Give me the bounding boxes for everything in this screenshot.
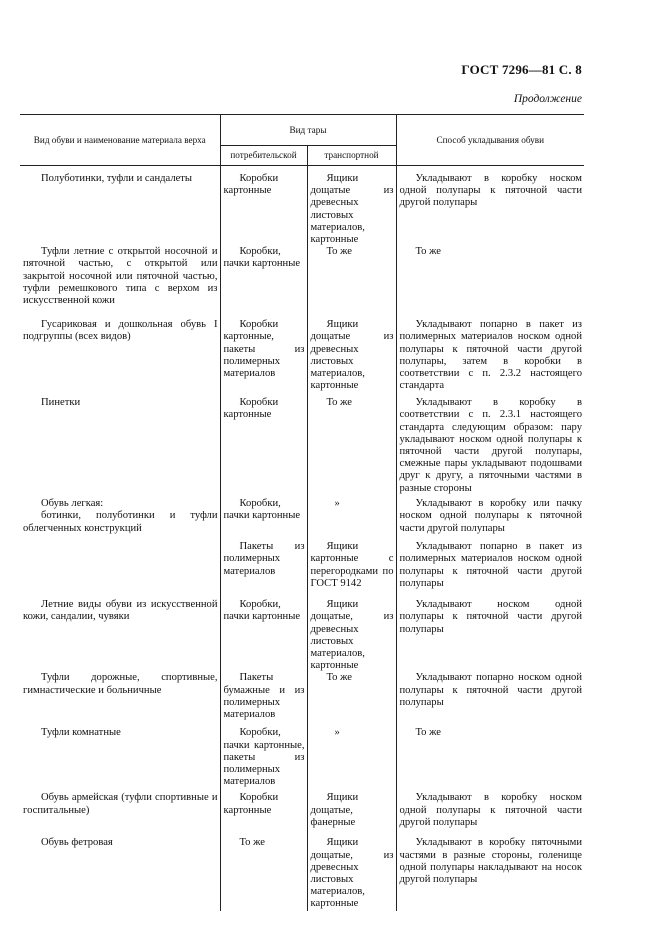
cell-consumer: То же	[220, 837, 307, 910]
header-kind: Вид обуви и наименование материала верха	[20, 115, 220, 166]
table-row	[20, 246, 584, 319]
table-row	[20, 792, 584, 837]
cell-transport: То же	[307, 397, 396, 498]
cell-method: Укладывают в коробку носком одной полупары к пяточной части другой полупары	[396, 792, 584, 837]
cell-transport: Ящики картонные с перегородками по ГОСТ 9142	[307, 541, 396, 599]
continuation-label: Продолжение	[513, 93, 582, 105]
cell-method: Укладывают попарно в пакет из полимерных материалов носком одной полупары к пяточной части другой полупары	[396, 541, 584, 599]
cell-consumer: Коробки, пачки картонные	[220, 599, 307, 672]
cell-consumer: Коробки картонные	[220, 166, 307, 247]
header-consumer: потребительской	[220, 146, 307, 166]
cell-transport: То же	[307, 246, 396, 319]
cell-kind: Обувь легкая: ботинки, полуботинки и туфли облегченных конструкций	[23, 498, 218, 534]
cell-consumer: Коробки, пачки картонные	[220, 246, 307, 319]
cell-method: То же	[396, 246, 584, 319]
header-method: Способ укладывания обуви	[396, 115, 584, 166]
page-header: ГОСТ 7296—81 С. 8	[461, 62, 582, 77]
cell-consumer: Коробки, пачки картонные, пакеты из полимерных материалов	[220, 727, 307, 792]
table-row	[20, 498, 584, 541]
header-transport: транспортной	[307, 146, 396, 166]
cell-transport: То же	[307, 672, 396, 727]
cell-kind: Обувь армейская (туфли спортивные и госпитальные)	[23, 792, 218, 816]
cell-method: Укладывают носком одной полупары к пяточной части другой полупары	[396, 599, 584, 672]
cell-method: То же	[396, 727, 584, 792]
cell-method: Укладывают в коробку пяточными частями в разные стороны, голенище одной полупары накладывают на носок другой полупары	[396, 837, 584, 910]
cell-transport: Ящики дощатые, из древесных листовых материалов, картонные	[307, 599, 396, 672]
table-row	[20, 727, 584, 792]
cell-consumer: Пакеты бумажные и из полимерных материалов	[220, 672, 307, 727]
cell-kind: Туфли летние с открытой носочной и пяточной частью, с открытой или закрытой носочной или пяточной частью, туфли ремешкового типа с верхом из искусственной кожи	[23, 246, 218, 307]
cell-transport: Ящики дощатые, из древесных листовых материалов, картонные	[307, 837, 396, 910]
cell-kind: Полуботинки, туфли и сандалеты	[41, 173, 193, 184]
cell-transport: »	[307, 498, 396, 541]
cell-method: Укладывают в коробку носком одной полупары к пяточной части другой полупары	[396, 166, 584, 247]
cell-kind: Гусариковая и дошкольная обувь I подгруппы (всех видов)	[23, 319, 218, 343]
cell-transport: »	[307, 727, 396, 792]
packing-table	[20, 114, 584, 911]
cell-consumer: Коробки картонные	[220, 792, 307, 837]
header-package-group: Вид тары	[220, 115, 396, 146]
cell-method: Укладывают попарно носком одной полупары к пяточной части другой полупары	[396, 672, 584, 727]
cell-consumer: Пакеты из полимерных материалов	[220, 541, 307, 599]
cell-kind: Обувь фетровая	[41, 837, 113, 849]
table-row	[20, 837, 584, 910]
cell-kind: Туфли дорожные, спортивные, гимнастические и больничные	[23, 672, 218, 696]
kind-title: Обувь легкая:	[41, 498, 104, 510]
cell-kind: Пинетки	[41, 397, 81, 409]
cell-kind: Летние виды обуви из искусственной кожи, сандалии, чувяки	[23, 599, 218, 623]
table-row	[20, 541, 584, 599]
table-row	[20, 166, 584, 247]
cell-transport: Ящики дощатые, фанерные	[307, 792, 396, 837]
cell-method: Укладывают попарно в пакет из полимерных материалов носком одной полупары к пяточной части другой полупары, затем в коробки в соответствии с п. 2.3.2 настоящего стандарта	[396, 319, 584, 397]
cell-transport: Ящики дощатые из древесных листовых материалов, картонные	[307, 319, 396, 397]
cell-consumer: Коробки картонные	[220, 397, 307, 498]
table-row	[20, 672, 584, 727]
cell-consumer: Коробки картонные, пакеты из полимерных материалов	[220, 319, 307, 397]
cell-kind	[20, 541, 220, 599]
table-row	[20, 319, 584, 397]
cell-consumer: Коробки, пачки картонные	[220, 498, 307, 541]
cell-method: Укладывают в коробку в соответствии с п. 2.3.1 настоящего стандарта следующим образом: пару укладывают носком одной полупары к пяточной части другой полупары, смежные пары укладывают подошвами друг к другу, а пяточными частями в разные стороны	[396, 397, 584, 498]
table-row	[20, 599, 584, 672]
cell-kind: Туфли комнатные	[41, 727, 121, 739]
table-row	[20, 397, 584, 498]
cell-transport: Ящики дощатые из древесных листовых материалов, картонные	[307, 166, 396, 247]
cell-method: Укладывают в коробку или пачку носком одной полупары к пяточной части другой полупары	[396, 498, 584, 541]
